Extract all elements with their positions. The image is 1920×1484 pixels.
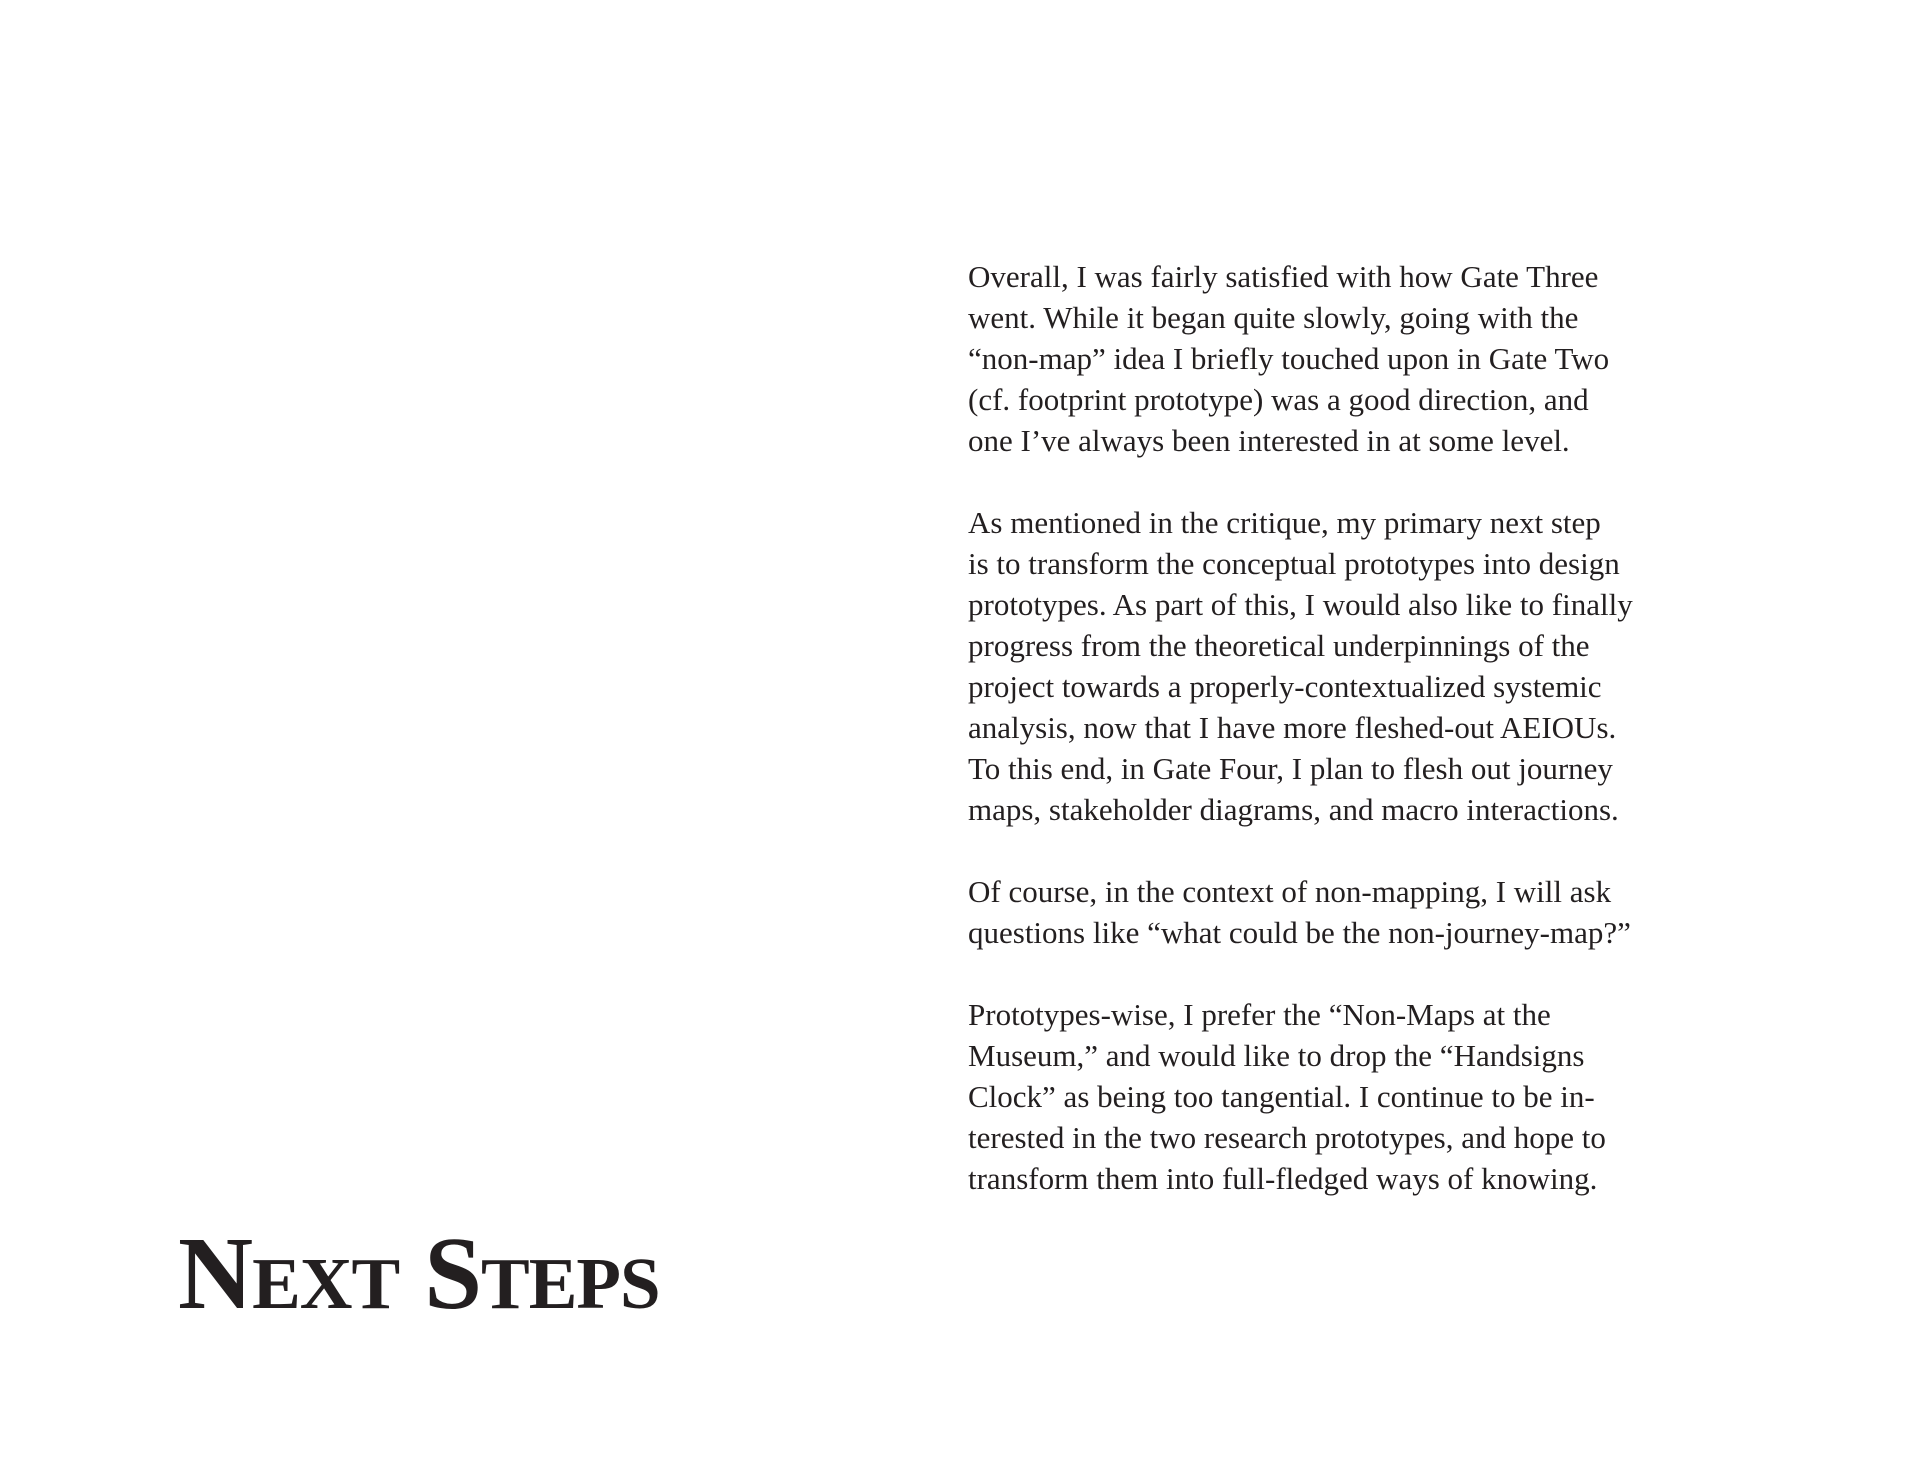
text-line: went. While it began quite slowly, going with the	[968, 300, 1579, 335]
text-line: Of course, in the context of non-mapping, I will ask	[968, 874, 1612, 909]
text-line: As mentioned in the critique, my primary next step	[968, 505, 1601, 540]
text-line: is to transform the conceptual prototypes into design	[968, 546, 1620, 581]
text-line: Overall, I was fairly satisfied with how Gate Three	[968, 259, 1599, 294]
text-line: terested in the two research prototypes, and hope to	[968, 1120, 1606, 1155]
text-line: Museum,” and would like to drop the “Handsigns	[968, 1038, 1585, 1073]
text-line: transform them into full-fledged ways of knowing.	[968, 1161, 1598, 1196]
text-line: questions like “what could be the non-journey-map?”	[968, 915, 1631, 950]
text-line: “non-map” idea I briefly touched upon in Gate Two	[968, 341, 1610, 376]
text-line: Prototypes-wise, I prefer the “Non-Maps at the	[968, 997, 1551, 1032]
page-title: Next Steps	[178, 1216, 660, 1331]
text-line: maps, stakeholder diagrams, and macro interactions.	[968, 792, 1619, 827]
text-line: prototypes. As part of this, I would also like to finally	[968, 587, 1633, 622]
paragraph-3	[968, 871, 1688, 953]
text-line: progress from the theoretical underpinnings of the	[968, 628, 1590, 663]
text-line: analysis, now that I have more fleshed-out AEIOUs.	[968, 710, 1617, 745]
paragraph-2	[968, 502, 1688, 830]
text-line: project towards a properly-contextualized systemic	[968, 669, 1602, 704]
text-line: one I’ve always been interested in at some level.	[968, 423, 1570, 458]
paragraph-4	[968, 994, 1688, 1199]
text-line: Clock” as being too tangential. I continue to be in-	[968, 1079, 1595, 1114]
text-line: To this end, in Gate Four, I plan to flesh out journey	[968, 751, 1613, 786]
body-text	[968, 256, 1688, 1199]
text-line: (cf. footprint prototype) was a good direction, and	[968, 382, 1589, 417]
paragraph-1	[968, 256, 1688, 461]
